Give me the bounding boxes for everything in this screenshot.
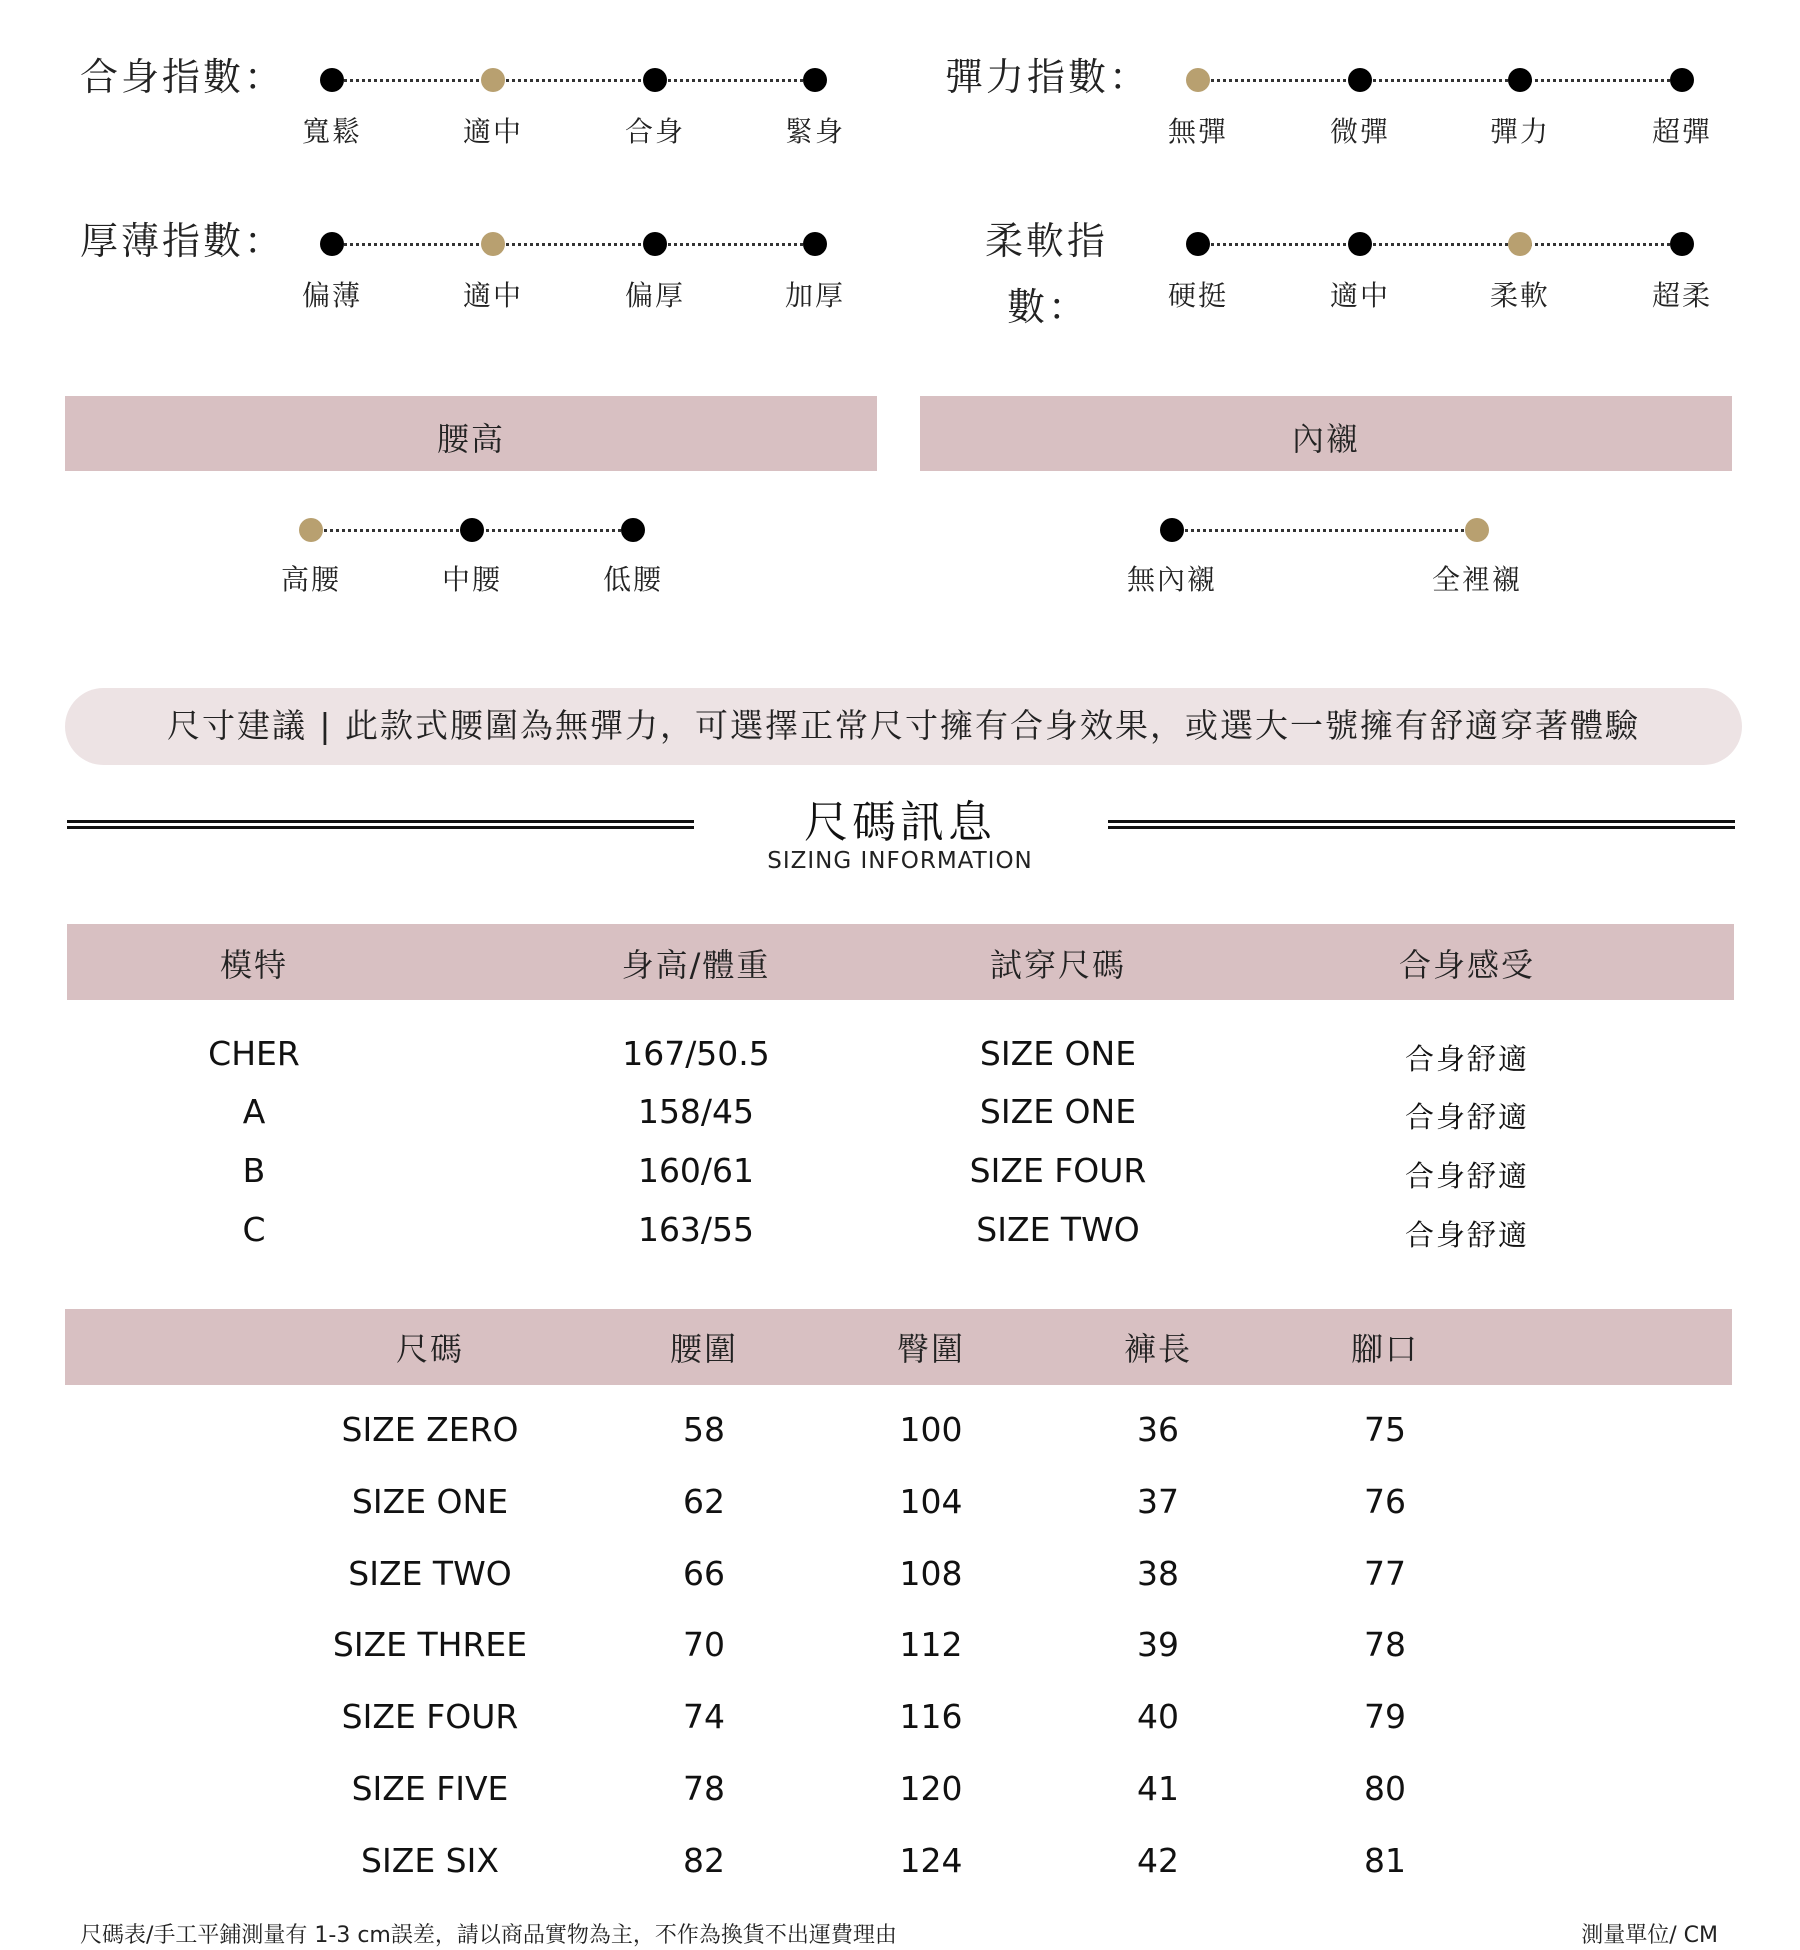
model-table-cell: 合身舒適 (1404, 1218, 1530, 1252)
size-table-cell: 37 (1137, 1481, 1179, 1521)
fit-scale-dot-selected (481, 68, 505, 92)
thickness-scale-label: 偏厚 (624, 279, 686, 312)
size-table-cell: 58 (683, 1410, 725, 1449)
stretch-scale-label: 超彈 (1651, 115, 1713, 148)
model-table-cell: SIZE ONE (979, 1092, 1137, 1131)
fit-scale-dot (803, 68, 827, 92)
softness-scale-label: 適中 (1329, 279, 1391, 312)
size-table-header: 臀圍 (896, 1330, 966, 1368)
fit-scale-dot (643, 68, 667, 92)
size-table-cell: 42 (1137, 1840, 1179, 1880)
softness-scale-label: 柔軟 (1489, 279, 1551, 312)
lining-scale-label: 全裡襯 (1431, 563, 1523, 596)
size-table-cell: 70 (683, 1625, 725, 1665)
size-table-cell: 76 (1364, 1481, 1406, 1521)
model-table-cell: 160/61 (637, 1151, 755, 1190)
thickness-scale-track (332, 243, 815, 246)
softness-index-title-line1: 柔軟指 (985, 219, 1109, 263)
thickness-index-title: 厚薄指數： (80, 219, 286, 263)
softness-scale-dot (1186, 232, 1210, 256)
model-table-cell: SIZE TWO (976, 1210, 1140, 1249)
size-table-cell: 79 (1364, 1697, 1406, 1737)
model-table-cell: 167/50.5 (622, 1034, 770, 1073)
softness-scale-label: 硬挺 (1167, 279, 1229, 312)
size-table-cell: 66 (683, 1553, 725, 1593)
thickness-scale-label: 加厚 (784, 279, 846, 312)
stretch-index-title: 彈力指數： (945, 55, 1151, 99)
measurement-unit: 測量單位/ CM (1581, 1923, 1718, 1948)
size-table-cell: 78 (683, 1769, 725, 1808)
fit-scale-track (332, 79, 815, 82)
size-table-cell: SIZE ZERO (341, 1410, 519, 1449)
model-table-cell: CHER (208, 1034, 300, 1073)
lining-scale-label: 無內襯 (1126, 563, 1218, 596)
size-table-cell: SIZE ONE (351, 1481, 509, 1521)
stretch-scale-label: 無彈 (1167, 115, 1229, 148)
size-table-cell: SIZE SIX (361, 1840, 499, 1880)
size-table-cell: SIZE FOUR (341, 1697, 519, 1737)
waist-scale-label: 高腰 (280, 563, 342, 596)
thickness-scale-label: 偏薄 (301, 279, 363, 312)
size-table-cell: 120 (899, 1769, 963, 1808)
fit-scale-dot (320, 68, 344, 92)
stretch-scale-track (1198, 79, 1682, 82)
size-table-header: 褲長 (1123, 1330, 1193, 1368)
lining-scale-dot (1160, 518, 1184, 542)
model-table-cell: 合身舒適 (1404, 1042, 1530, 1076)
size-table-cell: SIZE TWO (348, 1553, 512, 1593)
softness-scale-dot-selected (1508, 232, 1532, 256)
thickness-scale-dot (643, 232, 667, 256)
waist-scale-label: 中腰 (441, 563, 503, 596)
stretch-scale-dot-selected (1186, 68, 1210, 92)
size-advice-text: 尺寸建議 | 此款式腰圍為無彈力，可選擇正常尺寸擁有合身效果，或選大一號擁有舒適穿著體驗 (166, 706, 1641, 745)
waist-scale-dot-selected (299, 518, 323, 542)
waist-scale-dot (621, 518, 645, 542)
size-table-cell: 74 (683, 1697, 725, 1737)
stretch-scale-label: 微彈 (1329, 115, 1391, 148)
size-table-cell: 116 (899, 1697, 963, 1737)
size-table-header: 尺碼 (395, 1330, 465, 1368)
lining-scale-track (1172, 529, 1477, 532)
size-table-cell: 41 (1137, 1769, 1179, 1808)
softness-scale-track (1198, 243, 1682, 246)
lining-scale-dot-selected (1465, 518, 1489, 542)
fit-index-title: 合身指數： (80, 55, 286, 99)
size-table-cell: 40 (1137, 1697, 1179, 1737)
size-table-cell: 38 (1137, 1553, 1179, 1593)
model-table-cell: A (242, 1092, 266, 1131)
fit-scale-label: 適中 (462, 115, 524, 148)
stretch-scale-dot (1670, 68, 1694, 92)
stretch-scale-dot (1508, 68, 1532, 92)
softness-scale-dot (1348, 232, 1372, 256)
lining-title: 內襯 (1291, 420, 1361, 458)
model-table-header: 身高/體重 (621, 946, 771, 984)
size-table-cell: 108 (899, 1553, 963, 1593)
thickness-scale-dot-selected (481, 232, 505, 256)
softness-scale-dot (1670, 232, 1694, 256)
size-table-cell: 100 (899, 1410, 963, 1449)
thickness-scale-dot (320, 232, 344, 256)
model-table-cell: SIZE FOUR (969, 1151, 1147, 1190)
size-table-header: 腳口 (1350, 1330, 1420, 1368)
softness-scale-label: 超柔 (1651, 279, 1713, 312)
size-table-cell: 112 (899, 1625, 963, 1665)
stretch-scale-dot (1348, 68, 1372, 92)
size-table-cell: 77 (1364, 1553, 1406, 1593)
model-table-cell: 合身舒適 (1404, 1159, 1530, 1193)
model-table-cell: 合身舒適 (1404, 1100, 1530, 1134)
model-table-header: 合身感受 (1398, 946, 1536, 984)
fit-scale-label: 合身 (624, 115, 686, 148)
size-table-cell: 39 (1137, 1625, 1179, 1665)
size-table-cell: 104 (899, 1481, 963, 1521)
size-table-cell: 62 (683, 1481, 725, 1521)
size-table-cell: 75 (1364, 1410, 1406, 1449)
stretch-scale-label: 彈力 (1489, 115, 1551, 148)
model-table-cell: SIZE ONE (979, 1034, 1137, 1073)
size-table-cell: 82 (683, 1840, 725, 1880)
size-table-cell: 124 (899, 1840, 963, 1880)
size-table-cell: 80 (1364, 1769, 1406, 1808)
fit-scale-label: 寬鬆 (301, 115, 363, 148)
waist-scale-label: 低腰 (602, 563, 664, 596)
size-table-header: 腰圍 (669, 1330, 739, 1368)
waist-height-title: 腰高 (436, 420, 506, 458)
model-table-header: 試穿尺碼 (989, 946, 1127, 984)
section-title: 尺碼訊息 (804, 797, 996, 848)
model-table-cell: B (242, 1151, 266, 1190)
model-table-cell: 163/55 (637, 1210, 755, 1249)
size-table-cell: 36 (1137, 1410, 1179, 1449)
fit-scale-label: 緊身 (784, 115, 846, 148)
softness-index-title-line2: 數： (1007, 285, 1090, 329)
size-table-cell: 78 (1364, 1625, 1406, 1665)
thickness-scale-dot (803, 232, 827, 256)
model-table-cell: C (242, 1210, 266, 1249)
section-subtitle: SIZING INFORMATION (767, 848, 1033, 874)
model-table-cell: 158/45 (637, 1092, 755, 1131)
size-table-cell: SIZE FIVE (351, 1769, 509, 1808)
size-table-cell: SIZE THREE (332, 1625, 528, 1665)
waist-scale-dot (460, 518, 484, 542)
thickness-scale-label: 適中 (462, 279, 524, 312)
size-table-cell: 81 (1364, 1840, 1406, 1880)
model-table-header: 模特 (219, 946, 289, 984)
measurement-note: 尺碼表/手工平鋪測量有 1-3 cm誤差，請以商品實物為主，不作為換貨不出運費理由 (80, 1923, 897, 1948)
